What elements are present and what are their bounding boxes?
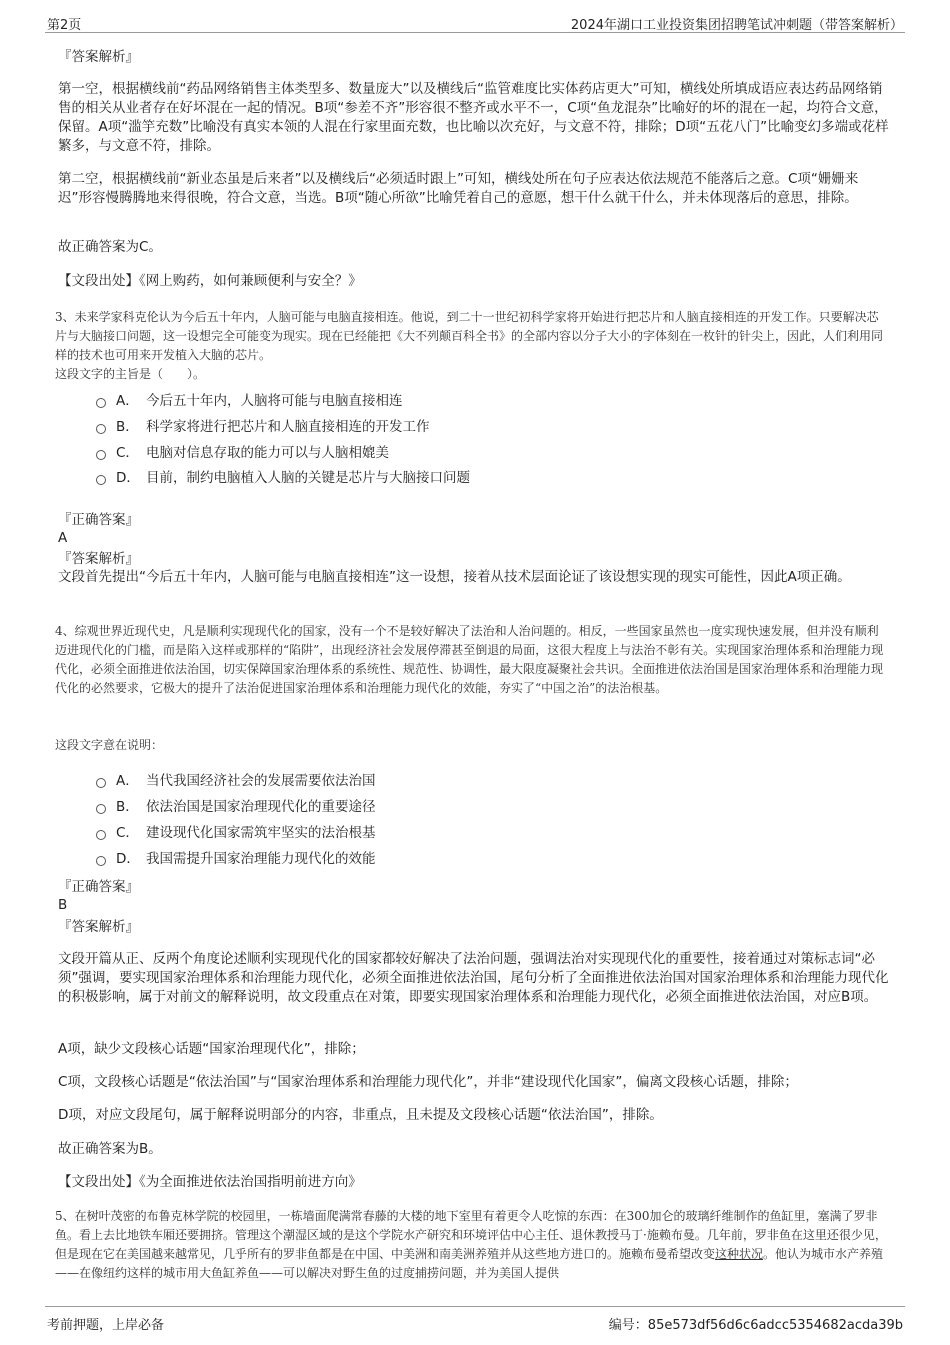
option-letter: A． — [116, 773, 139, 789]
q5-stem-underlined: 这种状况 — [715, 1247, 764, 1261]
q5-stem-part-2: 。他认为城市水产养殖——在像纽约这样的城市用大鱼缸养鱼——可以解决对野生鱼的过度捕捞问题，并为美国人提供 — [55, 1247, 884, 1280]
option-letter: C． — [116, 825, 139, 841]
q4-analysis-text: 文段开篇从正、反两个角度论述顺利实现现代化的国家都较好解决了法治问题，强调法治对实现现代化的重要性，接着通过对策标志词“必须”强调，要实现国家治理体系和治理能力现代化，必须全面推进依法治国，尾句分析了全面推进依法治国对国家治理体系和治理能力现代化的积极影响，属于对前文的解释说明，故文段重点在对策，即要实现国家治理体系和治理能力现代化，必须全面推进依法治国，对应B项。 — [58, 951, 889, 1005]
q4-analysis-label: 『答案解析』 — [58, 919, 139, 935]
document-code: 编号：85e573df56d6c6adcc5354682acda39b — [608, 1318, 903, 1333]
q3-option-b[interactable] — [96, 417, 430, 437]
q4-answer: B — [58, 897, 68, 913]
q2-analysis-paragraph-2 — [58, 170, 890, 208]
q4-option-d[interactable] — [96, 849, 376, 869]
q2-source: 【文段出处】《网上购药，如何兼顾便利与安全？》 — [58, 273, 362, 289]
q2-para1-text: 第一空，根据横线前“药品网络销售主体类型多、数量庞大”以及横线后“监管难度比实体药店更大”可知，横线处所填成语应表达药品网络销售的相关从业者存在好坏混在一起的情况。B项“参差不齐”形容很不整齐或水平不一，C项“鱼龙混杂”比喻好的坏的混在一起，均符合文意，保留。A项“滥竽充数”比喻没有真实本领的人混在行家里面充数，也比喻以次充好，与文意不符，排除；D项“五花八门”比喻变幻多端或花样繁多，与文意不符，排除。 — [58, 81, 889, 154]
q3-analysis-label: 『答案解析』 — [58, 551, 139, 567]
radio-icon[interactable] — [96, 424, 106, 434]
radio-icon[interactable] — [96, 475, 106, 485]
q5-stem — [55, 1207, 890, 1283]
radio-icon[interactable] — [96, 450, 106, 460]
radio-icon[interactable] — [96, 830, 106, 840]
option-letter: D． — [116, 851, 140, 867]
radio-icon[interactable] — [96, 778, 106, 788]
q2-analysis-label: 『答案解析』 — [58, 49, 139, 65]
option-text: 建设现代化国家需筑牢坚实的法治根基 — [146, 825, 376, 841]
q4-stem — [55, 622, 890, 698]
q3-answer: A — [58, 530, 68, 546]
option-letter: D． — [116, 470, 140, 486]
option-text: 当代我国经济社会的发展需要依法治国 — [146, 773, 376, 789]
radio-icon[interactable] — [96, 856, 106, 866]
q3-analysis — [58, 568, 890, 587]
q4-stem-text: 4、综观世界近现代史，凡是顺利实现现代化的国家，没有一个不是较好解决了法治和人治问题的。相反，一些国家虽然也一度实现快速发展，但并没有顺利迈进现代化的门槛，而是陷入这样或那样的“陷阱”，出现经济社会发展停滞甚至倒退的局面，这很大程度上与法治不彰有关。实现国家治理体系和治理能力现代化，必须全面推进依法治国，切实保障国家治理体系的系统性、规范性、协调性，最大限度凝聚社会共识。全面推进依法治国是国家治理体系和治理能力现代化的必然要求，它极大的提升了法治促进国家治理体系和治理能力现代化的效能，夯实了“中国之治”的法治根基。 — [55, 624, 884, 695]
option-text: 电脑对信息存取的能力可以与人脑相媲美 — [146, 445, 389, 461]
radio-icon[interactable] — [96, 398, 106, 408]
q4-note-d: D项，对应文段尾句，属于解释说明部分的内容，非重点，且未提及文段核心话题“依法治国”，排除。 — [58, 1107, 663, 1123]
q3-option-a[interactable] — [96, 391, 403, 411]
option-letter: B． — [116, 419, 139, 435]
q5-stem-text — [55, 1207, 890, 1283]
option-letter: B． — [116, 799, 139, 815]
q2-analysis-paragraph-1 — [58, 80, 890, 156]
q3-option-c[interactable] — [96, 443, 389, 463]
q5-stem-part-1: 5、在树叶茂密的布鲁克林学院的校园里，一栋墙面爬满常春藤的大楼的地下室里有着更令人吃惊的东西：在300加仑的玻璃纤维制作的鱼缸里，塞满了罗非鱼。看上去比地铁车厢还要拥挤。管理这个潮湿区域的是这个学院水产研究和环境评估中心主任、退休教授马丁·施赖布曼。几年前，罗非鱼在这里还很少见，但是现在它在美国越来越常见，几乎所有的罗非鱼都是在中国、中美洲和南美洲养殖并从这些地方进口的。施赖布曼希望改变 — [55, 1209, 887, 1261]
option-letter: C． — [116, 445, 139, 461]
q4-source: 【文段出处】《为全面推进依法治国指明前进方向》 — [58, 1174, 362, 1190]
page-footer — [45, 1306, 905, 1333]
document-title: 2024年湖口工业投资集团招聘笔试冲刺题（带答案解析） — [570, 18, 903, 33]
q4-analysis — [58, 950, 890, 1007]
q2-conclusion: 故正确答案为C。 — [58, 239, 162, 255]
q4-option-a[interactable] — [96, 771, 376, 791]
q3-stem — [55, 308, 890, 384]
option-letter: A． — [116, 393, 139, 409]
q3-option-d[interactable] — [96, 468, 470, 488]
q3-analysis-text: 文段首先提出“今后五十年内，人脑可能与电脑直接相连”这一设想，接着从技术层面论证了该设想实现的现实可能性，因此A项正确。 — [58, 569, 851, 585]
option-text: 目前，制约电脑植入人脑的关键是芯片与大脑接口问题 — [146, 470, 470, 486]
q4-note-a: A项，缺少文段核心话题“国家治理现代化”，排除； — [58, 1041, 365, 1057]
q3-question: 这段文字的主旨是（ ）。 — [55, 367, 206, 381]
option-text: 我国需提升国家治理能力现代化的效能 — [146, 851, 376, 867]
option-text: 依法治国是国家治理现代化的重要途径 — [146, 799, 376, 815]
option-text: 今后五十年内，人脑将可能与电脑直接相连 — [146, 393, 403, 409]
q3-stem-text: 3、未来学家科克伦认为今后五十年内，人脑可能与电脑直接相连。他说，到二十一世纪初科学家将开始进行把芯片和人脑直接相连的开发工作。只要解决芯片与大脑接口问题，这一设想完全可能变为现实。现在已经能把《大不列颠百科全书》的全部内容以分子大小的字体刻在一枚针的针尖上，因此，人们利用同样的技术也可用来开发植入大脑的芯片。 — [55, 310, 884, 362]
option-text: 科学家将进行把芯片和人脑直接相连的开发工作 — [146, 419, 430, 435]
footer-note: 考前押题，上岸必备 — [47, 1318, 165, 1333]
radio-icon[interactable] — [96, 804, 106, 814]
q4-conclusion: 故正确答案为B。 — [58, 1141, 162, 1157]
q4-option-b[interactable] — [96, 797, 376, 817]
q4-note-c: C项，文段核心话题是“依法治国”与“国家治理体系和治理能力现代化”，并非“建设现代化国家”，偏离文段核心话题，排除； — [58, 1074, 798, 1090]
page-number: 第2页 — [47, 18, 82, 33]
q3-answer-label: 『正确答案』 — [58, 512, 139, 528]
page-header — [45, 12, 905, 33]
q4-option-c[interactable] — [96, 823, 376, 843]
q2-para2-text: 第二空，根据横线前“新业态虽是后来者”以及横线后“必须适时跟上”可知，横线处所在句子应表达依法规范不能落后之意。C项“姗姗来迟”形容慢腾腾地来得很晚，符合文意，当选。B项“随心所欲”比喻凭着自己的意愿，想干什么就干什么，并未体现落后的意思，排除。 — [58, 171, 859, 206]
q4-question: 这段文字意在说明： — [55, 738, 164, 752]
q4-answer-label: 『正确答案』 — [58, 879, 139, 895]
